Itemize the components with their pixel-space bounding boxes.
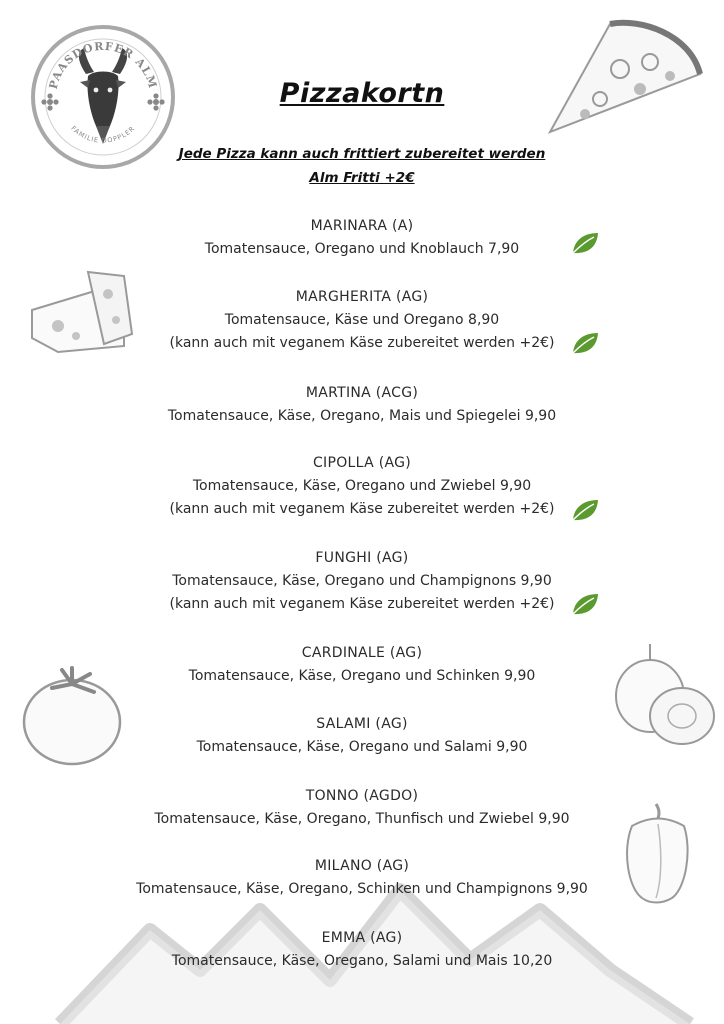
menu-item-cipolla [0, 452, 724, 521]
menu-item-name: EMMA (AG) [321, 930, 403, 946]
menu-item-desc: Tomatensauce, Käse, Oregano, Salami und Mais 10,20 [171, 953, 553, 969]
menu-item-name: CIPOLLA (AG) [312, 455, 412, 471]
menu-item-desc: Tomatensauce, Käse, Oregano, Mais und Spiegelei 9,90 [167, 408, 557, 424]
menu-item-desc: Tomatensauce, Käse, Oregano und Schinken 9,90 [188, 668, 536, 684]
menu-item-desc: Tomatensauce, Käse, Oregano und Zwiebel 9,90 [192, 478, 532, 494]
menu-item-desc: Tomatensauce, Käse, Oregano und Salami 9,90 [196, 739, 528, 755]
menu-item-marinara [0, 215, 724, 261]
menu-item-name: FUNGHI (AG) [315, 550, 409, 566]
menu-item-tonno [0, 785, 724, 831]
menu-item-emma [0, 927, 724, 973]
menu-item-desc: Tomatensauce, Käse und Oregano 8,90 [224, 312, 500, 328]
menu-item-name: CARDINALE (AG) [301, 645, 423, 661]
menu-item-desc: Tomatensauce, Käse, Oregano und Champignons 9,90 [172, 573, 552, 589]
fried-note: Jede Pizza kann auch frittiert zubereitet werden [178, 146, 546, 162]
menu-item-cardinale [0, 642, 724, 688]
logo-top-text: PAASDORFER ALM [46, 39, 160, 91]
logo-bottom-text: FAMILIE DOPPLER [69, 124, 137, 145]
vegan-leaf-icon [570, 591, 600, 617]
menu-item-salami [0, 713, 724, 759]
menu-item-desc: Tomatensauce, Käse, Oregano, Thunfisch und Zwiebel 9,90 [154, 811, 570, 827]
menu-item-name: MARINARA (A) [310, 218, 414, 234]
menu-item-desc: Tomatensauce, Oregano und Knoblauch 7,90 [204, 241, 520, 257]
menu-item-desc: Tomatensauce, Käse, Oregano, Schinken und Champignons 9,90 [136, 881, 588, 897]
menu-item-name: SALAMI (AG) [316, 716, 408, 732]
vegan-leaf-icon [570, 497, 600, 523]
menu-item-name: MARGHERITA (AG) [295, 289, 429, 305]
menu-item-margherita [0, 286, 724, 355]
vegan-leaf-icon [570, 230, 600, 256]
menu-item-vegan-note: (kann auch mit veganem Käse zubereitet werden +2€) [169, 596, 555, 612]
page-title: Pizzakortn [279, 78, 445, 109]
menu-item-vegan-note: (kann auch mit veganem Käse zubereitet werden +2€) [169, 501, 555, 517]
menu-item-funghi [0, 547, 724, 616]
vegan-leaf-icon [570, 330, 600, 356]
menu-item-name: MARTINA (ACG) [305, 385, 419, 401]
alm-fritti-note: Alm Fritti +2€ [309, 170, 415, 186]
menu-item-name: TONNO (AGDO) [305, 788, 419, 804]
menu-item-milano [0, 855, 724, 901]
menu-item-name: MILANO (AG) [314, 858, 410, 874]
menu-item-vegan-note: (kann auch mit veganem Käse zubereitet werden +2€) [169, 335, 555, 351]
menu-item-martina [0, 382, 724, 428]
